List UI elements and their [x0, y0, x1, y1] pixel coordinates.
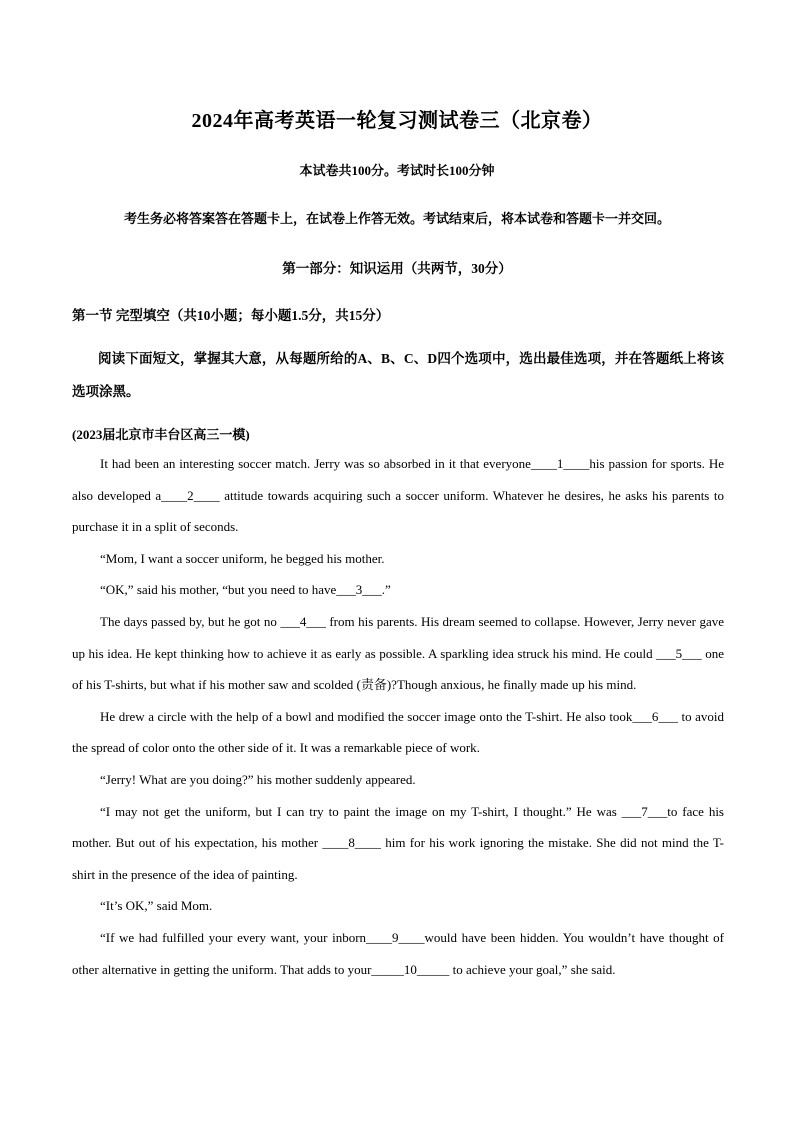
section-one-heading: 第一节 完型填空（共10小题；每小题1.5分，共15分） [72, 308, 390, 323]
part-one-heading: 第一部分：知识运用（共两节，30分） [282, 261, 512, 276]
passage-paragraph: “It’s OK,” said Mom. [100, 898, 213, 914]
passage-paragraph: “Jerry! What are you doing?” his mother suddenly appeared. [100, 771, 416, 787]
passage-paragraph: “Mom, I want a soccer uniform, he begged his mother. [100, 550, 385, 566]
passage-paragraph: It had been an interesting soccer match. Jerry was so absorbed in it that everyone____1____his passion for sports. He also developed a____2____ attitude towards acquiring such a soccer uniform. Whatever he desires, he asks his parents to purchase it in a split of seconds. [72, 456, 724, 535]
passage-paragraph: “I may not get the uniform, but I can try to paint the image on my T-shirt, I thought.” He was ___7___to face his mother. But out of his expectation, his mother ____8____ him for his work ignoring the mistake. She did not mind the T-shirt in the presence of the idea of painting. [72, 803, 724, 882]
passage-paragraph: “If we had fulfilled your every want, your inborn____9____would have been hidden. You wouldn’t have thought of other alternative in getting the uniform. That adds to your_____10_____ to achieve your goal,” she said. [72, 929, 724, 977]
section-instruction: 阅读下面短文，掌握其大意，从每题所给的A、B、C、D四个选项中，选出最佳选项，并在答题纸上将该选项涂黑。 [72, 351, 724, 399]
cloze-passage [72, 448, 724, 985]
page-title: 2024年高考英语一轮复习测试卷三（北京卷） [191, 110, 603, 132]
passage-paragraph: He drew a circle with the help of a bowl and modified the soccer image onto the T-shirt. He also took___6___ to avoid the spread of color onto the other side of it. It was a remarkable piece of work. [72, 708, 724, 756]
passage-source: (2023届北京市丰台区高三一模) [72, 427, 250, 442]
exam-info: 本试卷共100分。考试时长100分钟 [299, 163, 495, 178]
exam-notice: 考生务必将答案答在答题卡上，在试卷上作答无效。考试结束后，将本试卷和答题卡一并交回。 [123, 211, 670, 226]
passage-paragraph: “OK,” said his mother, “but you need to have___3___.” [100, 582, 391, 598]
passage-paragraph: The days passed by, but he got no ___4___ from his parents. His dream seemed to collapse. However, Jerry never gave up his idea. He kept thinking how to achieve it as early as possible. A sparkling idea struck his mind. He could ___5___ one of his T-shirts, but what if his mother saw and scolded (责备)?Though anxious, he finally made up his mind. [72, 613, 724, 693]
